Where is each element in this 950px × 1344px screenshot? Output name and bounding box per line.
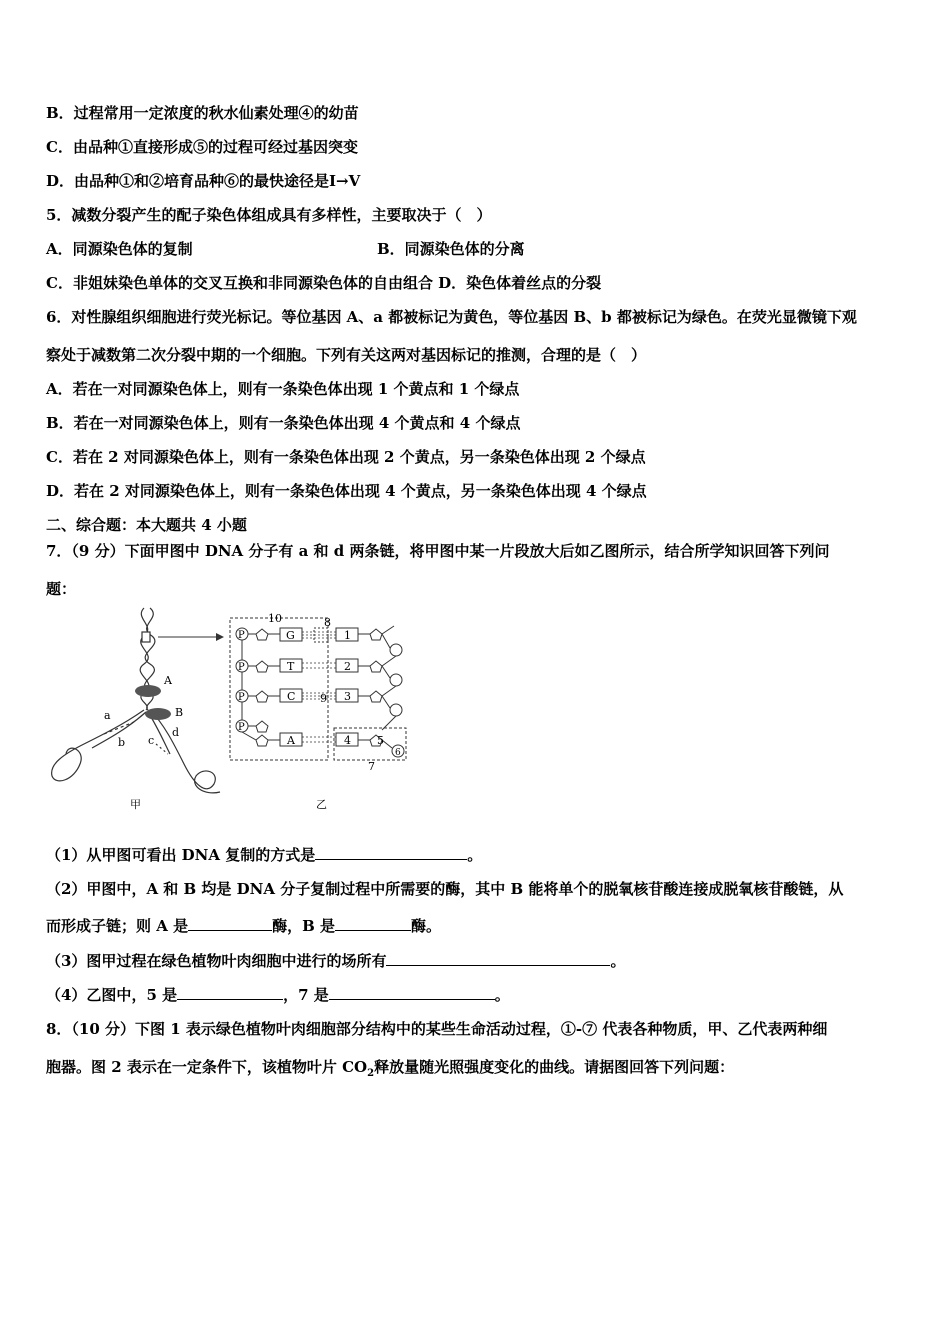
- label-strand-c: c: [148, 734, 155, 747]
- dna-replication-figure: [44, 604, 424, 819]
- base-t: T: [287, 660, 295, 673]
- q7-sub4-prefix: （4）乙图中，5 是: [46, 986, 178, 1004]
- base-c: C: [287, 690, 296, 703]
- q4-option-d: D．由品种①和②培育品种⑥的最快途径是Ⅰ→Ⅴ: [46, 172, 361, 190]
- hydrogen-bonds: [302, 632, 336, 742]
- q4-option-c: C．由品种①直接形成⑤的过程可经过基因突变: [46, 138, 358, 156]
- q7-sub4-mid: ，7 是: [283, 986, 329, 1004]
- box-8: [314, 628, 328, 642]
- q6-option-d: D．若在 2 对同源染色体上，则有一条染色体出现 4 个黄点，另一条染色体出现 4 个绿点: [46, 482, 647, 500]
- q7-sub4-blank-5[interactable]: [177, 985, 283, 1000]
- q5-option-b: B．同源染色体的分离: [377, 240, 525, 258]
- q5-options-ab: [46, 238, 906, 259]
- label-enzyme-a: A: [164, 674, 172, 687]
- q7-sub3-prefix: （3）图甲过程在绿色植物叶肉细胞中进行的场所有: [46, 952, 387, 970]
- base-a: A: [287, 734, 295, 747]
- q6-stem-2: 察处于减数第二次分裂中期的一个细胞。下列有关这两对基因标记的推测，合理的是（ ）: [46, 346, 647, 364]
- q7-sub4-suffix: 。: [494, 986, 510, 1004]
- label-10: 10: [268, 612, 282, 625]
- enzyme-a-shape: [135, 685, 161, 697]
- q6-option-b: B．若在一对同源染色体上，则有一条染色体出现 4 个黄点和 4 个绿点: [46, 414, 521, 432]
- label-9: 9: [320, 692, 327, 705]
- left-base-boxes: [280, 628, 302, 746]
- label-strand-b: b: [118, 736, 126, 749]
- q7-sub2-blank-b[interactable]: [335, 916, 411, 931]
- section-2-title: 二、综合题：本大题共 4 小题: [46, 516, 247, 534]
- phosphate-label-3: P: [238, 692, 245, 703]
- q7-sub3: [46, 950, 625, 971]
- q7-sub1-blank[interactable]: [315, 845, 467, 860]
- q7-sub1-suffix: 。: [467, 846, 483, 864]
- q7-sub2-prefix: 而形成子链；则 A 是: [46, 917, 189, 935]
- label-6: 6: [395, 748, 401, 758]
- q5-stem: 5．减数分裂产生的配子染色体组成具有多样性，主要取决于（ ）: [46, 206, 492, 224]
- q8-stem-2-prefix: 胞器。图 2 表示在一定条件下，该植物叶片 CO: [46, 1058, 368, 1076]
- q7-sub2-line2: [46, 915, 441, 936]
- label-strand-a: a: [104, 709, 111, 722]
- q7-stem-2: 题：: [46, 580, 77, 598]
- label-strand-d: d: [172, 726, 180, 739]
- q8-stem-2: [46, 1056, 734, 1079]
- q6-option-a: A．若在一对同源染色体上，则有一条染色体出现 1 个黄点和 1 个绿点: [46, 380, 520, 398]
- q6-stem-1: 6．对性腺组织细胞进行荧光标记。等位基因 A、a 都被标记为黄色，等位基因 B、b 都被标记为绿色。在荧光显微镜下观: [46, 308, 857, 326]
- phosphate-label-4: P: [238, 722, 245, 733]
- label-2: 2: [344, 660, 351, 673]
- phosphate-label-2: P: [238, 662, 245, 673]
- label-7: 7: [368, 760, 375, 773]
- q5-option-a: A．同源染色体的复制: [46, 240, 193, 258]
- figure-yi-diagram: [230, 612, 406, 773]
- phosphate-label-1: P: [238, 630, 245, 641]
- q7-sub1-prefix: （1）从甲图可看出 DNA 复制的方式是: [46, 846, 316, 864]
- q8-stem-1: 8．（10 分）下图 1 表示绿色植物叶肉细胞部分结构中的某些生命活动过程，①-⑦ 代表各种物质，甲、乙代表两种细: [46, 1020, 828, 1038]
- q7-sub2-suffix: 酶。: [411, 917, 442, 935]
- q7-sub4-blank-7[interactable]: [329, 985, 495, 1000]
- label-enzyme-b: B: [175, 706, 184, 719]
- q7-sub3-suffix: 。: [610, 952, 626, 970]
- q4-option-b: B．过程常用一定浓度的秋水仙素处理④的幼苗: [46, 104, 359, 122]
- figure-jia-diagram: [52, 608, 220, 793]
- caption-yi: 乙: [316, 798, 327, 811]
- label-1: 1: [344, 629, 351, 642]
- label-3: 3: [344, 690, 351, 703]
- q7-stem-1: 7．（9 分）下面甲图中 DNA 分子有 a 和 d 两条链，将甲图中某一片段放大后如乙图所示，结合所学知识回答下列问: [46, 542, 830, 560]
- caption-jia: 甲: [130, 798, 141, 811]
- enzyme-b-shape: [145, 708, 171, 720]
- base-g: G: [286, 629, 295, 642]
- q8-co2-subscript: 2: [367, 1068, 375, 1079]
- label-8: 8: [324, 616, 331, 629]
- q6-option-c: C．若在 2 对同源染色体上，则有一条染色体出现 2 个黄点，另一条染色体出现 2 个绿点: [46, 448, 646, 466]
- label-5: 5: [377, 734, 384, 747]
- label-4: 4: [344, 734, 351, 747]
- q7-sub4: [46, 984, 510, 1005]
- q7-sub2-line1: （2）甲图中，A 和 B 均是 DNA 分子复制过程中所需要的酶，其中 B 能将单个的脱氧核苷酸连接成脱氧核苷酸链，从: [46, 880, 844, 898]
- q7-sub3-blank[interactable]: [386, 951, 610, 966]
- q5-options-cd: C．非姐妹染色单体的交叉互换和非同源染色体的自由组合 D．染色体着丝点的分裂: [46, 274, 602, 292]
- q7-sub2-blank-a[interactable]: [188, 916, 272, 931]
- q7-sub1: [46, 844, 482, 865]
- arrow-head: [216, 633, 224, 641]
- q8-stem-2-suffix: 释放量随光照强度变化的曲线。请据图回答下列问题：: [374, 1058, 735, 1076]
- q7-sub2-mid: 酶，B 是: [272, 917, 335, 935]
